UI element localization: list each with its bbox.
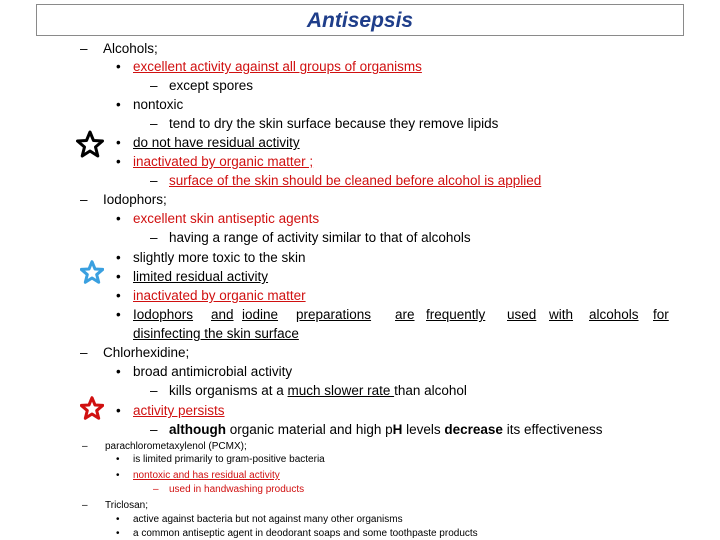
- star-blue-outline-icon: [80, 260, 104, 284]
- bullet: •: [116, 250, 121, 265]
- dash-alcohols: –: [80, 41, 88, 56]
- bullet: •: [116, 288, 121, 303]
- bullet: •: [116, 403, 121, 418]
- heading-triclosan: Triclosan;: [105, 500, 148, 511]
- alcohols-sub-4: surface of the skin should be cleaned before alcohol is applied: [169, 173, 542, 188]
- dash-chlorhexidine: –: [80, 345, 88, 360]
- chlorhexidine-bullet-2: activity persists: [133, 403, 225, 418]
- heading-iodophors: Iodophors;: [103, 192, 167, 207]
- dash: –: [150, 78, 158, 93]
- alcohols-sub-1: except spores: [169, 78, 254, 93]
- dash-triclosan: –: [82, 500, 88, 511]
- word: Iodophors: [133, 307, 194, 322]
- alcohols-bullet-4: inactivated by organic matter ;: [133, 154, 314, 169]
- dash: –: [153, 484, 159, 495]
- bullet: •: [116, 528, 120, 539]
- word: frequently: [426, 307, 486, 322]
- iodophors-bullet-3: limited residual activity: [133, 269, 269, 284]
- dash: –: [150, 422, 158, 437]
- triclosan-bullet-2: a common antiseptic agent in deodorant soaps and some toothpaste products: [133, 528, 478, 539]
- bullet: •: [116, 135, 121, 150]
- dash-iodophors: –: [80, 192, 88, 207]
- dash: –: [150, 383, 158, 398]
- dash: –: [150, 230, 158, 245]
- page-title: Antisepsis: [306, 9, 414, 32]
- bullet: •: [116, 211, 121, 226]
- chlorhexidine-bullet-1: broad antimicrobial activity: [133, 364, 293, 379]
- word: with: [549, 307, 574, 322]
- bullet: •: [116, 470, 120, 481]
- bullet: •: [116, 364, 121, 379]
- alcohols-bullet-1: excellent activity against all groups of organisms: [133, 59, 422, 74]
- alcohols-sub-2: tend to dry the skin surface because they remove lipids: [169, 116, 499, 131]
- iodophors-bullet-1: excellent skin antiseptic agents: [133, 211, 320, 226]
- heading-chlorhexidine: Chlorhexidine;: [103, 345, 190, 360]
- word: and: [211, 307, 234, 322]
- bullet: •: [116, 97, 121, 112]
- bullet: •: [116, 514, 120, 525]
- pcmx-bullet-1: is limited primarily to gram-positive bacteria: [133, 454, 325, 465]
- dash: –: [150, 173, 158, 188]
- chlorhexidine-sub-1: kills organisms at a much slower rate than alcohol: [169, 383, 467, 398]
- iodophors-sub-1: having a range of activity similar to that of alcohols: [169, 230, 471, 245]
- dash: –: [150, 116, 158, 131]
- word: used: [507, 307, 537, 322]
- word: for: [653, 307, 669, 322]
- pcmx-sub-2: used in handwashing products: [169, 484, 305, 495]
- dash-pcmx: –: [82, 441, 88, 452]
- iodophors-bullet-2: slightly more toxic to the skin: [133, 250, 306, 265]
- heading-pcmx: parachlorometaxylenol (PCMX);: [105, 441, 247, 452]
- word: are: [395, 307, 415, 322]
- word: iodine: [242, 307, 279, 322]
- bullet: •: [116, 154, 121, 169]
- triclosan-bullet-1: active against bacteria but not against many other organisms: [133, 514, 403, 525]
- bullet: •: [116, 307, 121, 322]
- iodophors-bullet-4: inactivated by organic matter: [133, 288, 306, 303]
- bullet: •: [116, 269, 121, 284]
- pcmx-bullet-2: nontoxic and has residual activity: [133, 470, 280, 481]
- word: alcohols: [589, 307, 639, 322]
- heading-alcohols: Alcohols;: [103, 41, 158, 56]
- alcohols-bullet-3: do not have residual activity: [133, 135, 300, 150]
- star-outline-icon: [76, 130, 104, 158]
- star-red-outline-icon: [80, 396, 104, 420]
- bullet: •: [116, 454, 120, 465]
- chlorhexidine-sub-2: although organic material and high pH levels decrease its effectiveness: [169, 422, 603, 437]
- alcohols-bullet-2: nontoxic: [133, 97, 184, 112]
- word: preparations: [296, 307, 372, 322]
- title-box: [36, 4, 684, 36]
- iodophors-bullet-5-cont: disinfecting the skin surface: [133, 326, 299, 341]
- bullet: •: [116, 59, 121, 74]
